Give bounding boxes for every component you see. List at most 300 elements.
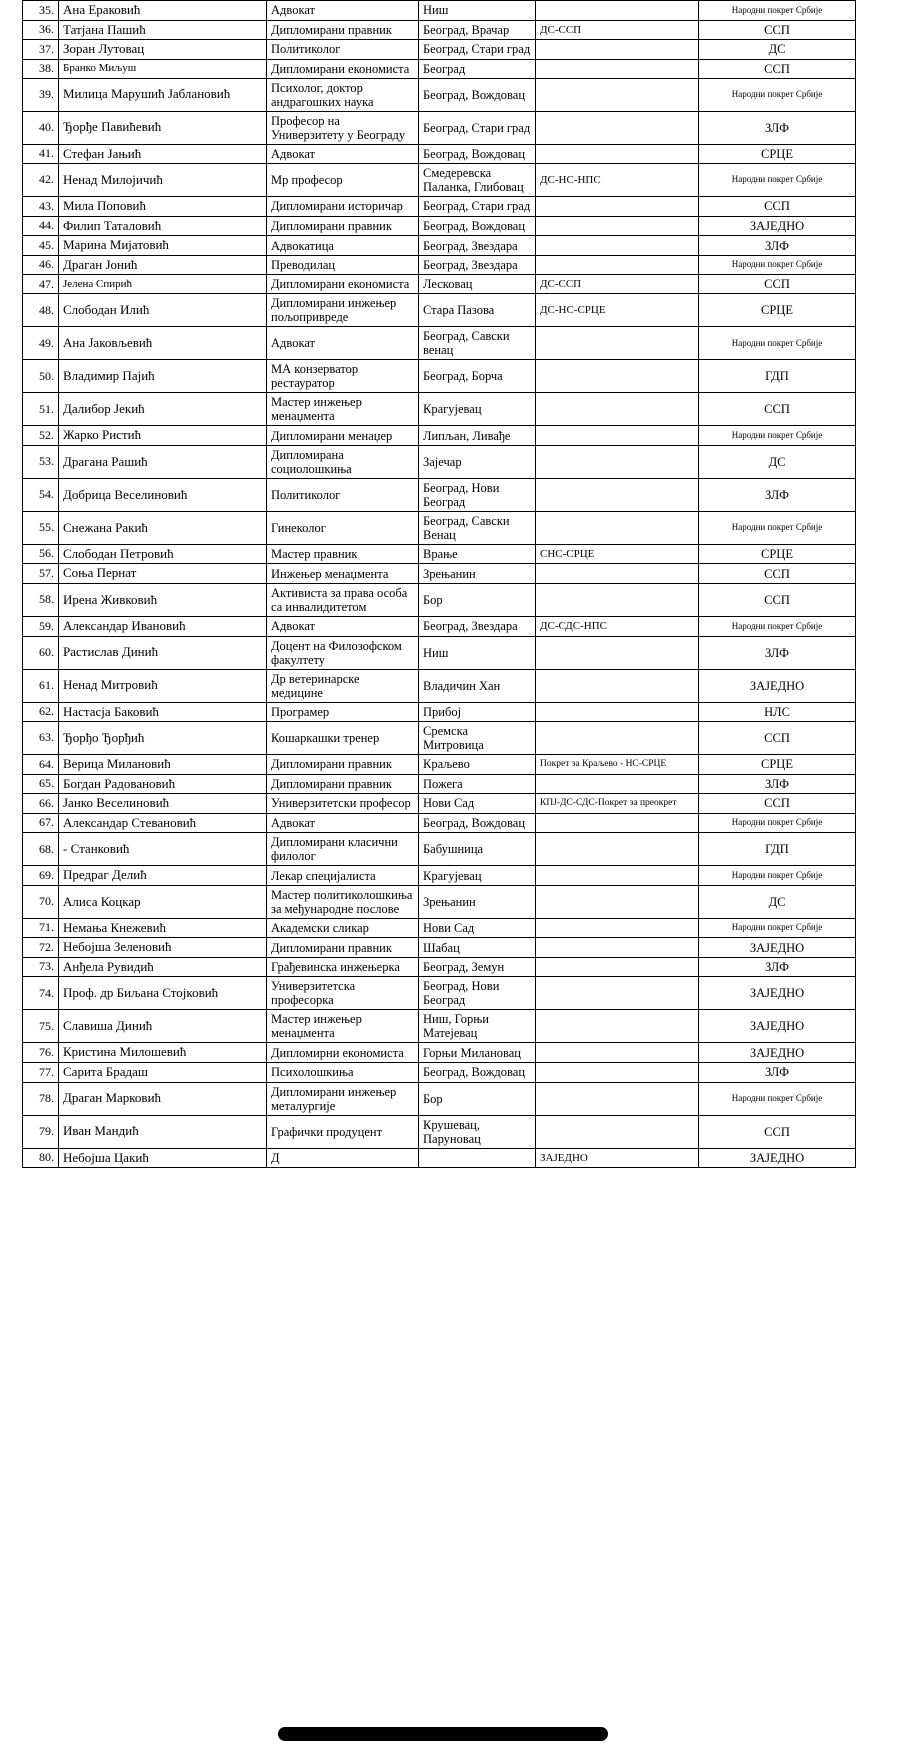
row-number: 76. xyxy=(23,1043,59,1063)
candidate-occupation: Доцент на Филозофском факултету xyxy=(267,636,419,669)
candidate-party: СРЦЕ xyxy=(699,755,856,775)
candidate-city xyxy=(419,1148,536,1168)
table-row xyxy=(23,957,856,977)
candidate-city: Београд, Звездара xyxy=(419,255,536,275)
candidate-party: Народни покрет Србије xyxy=(699,866,856,886)
row-number: 66. xyxy=(23,794,59,814)
table-row xyxy=(23,255,856,275)
candidate-name: Ненад Митровић xyxy=(59,669,267,702)
candidate-occupation: Графички продуцент xyxy=(267,1115,419,1148)
row-number: 52. xyxy=(23,426,59,446)
candidate-name: Кристина Милошевић xyxy=(59,1043,267,1063)
table-row xyxy=(23,478,856,511)
candidate-occupation: Дипломирни економиста xyxy=(267,1043,419,1063)
candidate-city: Београд, Вождовац xyxy=(419,216,536,236)
candidate-list-table xyxy=(22,0,856,1168)
table-row xyxy=(23,360,856,393)
candidate-occupation: Академски сликар xyxy=(267,918,419,938)
row-number: 51. xyxy=(23,393,59,426)
candidate-coalition xyxy=(536,833,699,866)
candidate-party: ЗЛФ xyxy=(699,236,856,256)
table-row xyxy=(23,40,856,60)
candidate-coalition: Покрет за Краљево - НС-СРЦЕ xyxy=(536,755,699,775)
candidate-party: Народни покрет Србије xyxy=(699,813,856,833)
candidate-party: ССП xyxy=(699,584,856,617)
candidate-occupation: Адвокатица xyxy=(267,236,419,256)
candidate-party: ЗАЈЕДНО xyxy=(699,977,856,1010)
candidate-occupation: Активиста за права особа са инвалидитетом xyxy=(267,584,419,617)
candidate-city: Пожега xyxy=(419,774,536,794)
row-number: 61. xyxy=(23,669,59,702)
candidate-city: Београд, Врачар xyxy=(419,20,536,40)
candidate-occupation: Дипломирани правник xyxy=(267,216,419,236)
candidate-coalition xyxy=(536,393,699,426)
candidate-name: Слободан Илић xyxy=(59,294,267,327)
candidate-name: Иван Мандић xyxy=(59,1115,267,1148)
row-number: 46. xyxy=(23,255,59,275)
candidate-occupation: Дипломирани инжењер пољопривреде xyxy=(267,294,419,327)
row-number: 72. xyxy=(23,938,59,958)
candidate-name: Зоран Лутовац xyxy=(59,40,267,60)
candidate-city: Бабушница xyxy=(419,833,536,866)
candidate-occupation: Адвокат xyxy=(267,1,419,21)
candidate-party: ЗАЈЕДНО xyxy=(699,938,856,958)
candidate-city: Београд, Борча xyxy=(419,360,536,393)
candidate-name: - Станковић xyxy=(59,833,267,866)
candidate-name: Владимир Пајић xyxy=(59,360,267,393)
candidate-city: Смедеревска Паланка, Глибовац xyxy=(419,164,536,197)
candidate-name: Сарита Брадаш xyxy=(59,1063,267,1083)
candidate-party: НЛС xyxy=(699,702,856,722)
candidate-coalition xyxy=(536,236,699,256)
candidate-coalition xyxy=(536,774,699,794)
table-row xyxy=(23,564,856,584)
table-row xyxy=(23,813,856,833)
candidate-city: Београд, Савски Венац xyxy=(419,511,536,544)
candidate-name: Немања Кнежевић xyxy=(59,918,267,938)
table-row xyxy=(23,236,856,256)
candidate-coalition xyxy=(536,1115,699,1148)
candidate-party: ДС xyxy=(699,885,856,918)
candidate-coalition xyxy=(536,1010,699,1043)
candidate-city: Сремска Митровица xyxy=(419,722,536,755)
row-number: 57. xyxy=(23,564,59,584)
candidate-coalition xyxy=(536,813,699,833)
row-number: 41. xyxy=(23,144,59,164)
candidate-city: Краљево xyxy=(419,755,536,775)
row-number: 35. xyxy=(23,1,59,21)
candidate-party: Народни покрет Србије xyxy=(699,511,856,544)
candidate-name: Алиса Коцкар xyxy=(59,885,267,918)
candidate-party: ЗАЈЕДНО xyxy=(699,1148,856,1168)
candidate-coalition xyxy=(536,216,699,236)
candidate-coalition xyxy=(536,197,699,217)
table-row xyxy=(23,445,856,478)
candidate-city: Београд, Нови Београд xyxy=(419,977,536,1010)
candidate-coalition xyxy=(536,722,699,755)
table-row xyxy=(23,794,856,814)
candidate-party: ЗАЈЕДНО xyxy=(699,216,856,236)
candidate-coalition xyxy=(536,1,699,21)
candidate-name: Стефан Јањић xyxy=(59,144,267,164)
candidate-name: Драган Јонић xyxy=(59,255,267,275)
row-number: 54. xyxy=(23,478,59,511)
table-row xyxy=(23,216,856,236)
candidate-coalition: ДС-ССП xyxy=(536,275,699,294)
candidate-party: ССП xyxy=(699,20,856,40)
table-row xyxy=(23,617,856,637)
candidate-name: Мила Поповић xyxy=(59,197,267,217)
candidate-occupation: Мастер инжењер менаџмента xyxy=(267,1010,419,1043)
candidate-occupation: Кошаркашки тренер xyxy=(267,722,419,755)
candidate-coalition xyxy=(536,584,699,617)
candidate-city: Шабац xyxy=(419,938,536,958)
candidate-party: ЗЛФ xyxy=(699,774,856,794)
candidate-city: Нови Сад xyxy=(419,918,536,938)
row-number: 68. xyxy=(23,833,59,866)
row-number: 62. xyxy=(23,702,59,722)
candidate-party: ЗАЈЕДНО xyxy=(699,669,856,702)
candidate-coalition xyxy=(536,957,699,977)
candidate-party: ЗАЈЕДНО xyxy=(699,1010,856,1043)
candidate-occupation: Адвокат xyxy=(267,813,419,833)
table-row xyxy=(23,977,856,1010)
candidate-coalition xyxy=(536,1043,699,1063)
candidate-coalition: ЗАЈЕДНО xyxy=(536,1148,699,1168)
table-row xyxy=(23,722,856,755)
candidate-party: ССП xyxy=(699,275,856,294)
candidate-coalition xyxy=(536,255,699,275)
candidate-party: ЗЛФ xyxy=(699,1063,856,1083)
candidate-coalition xyxy=(536,702,699,722)
candidate-name: Ирена Живковић xyxy=(59,584,267,617)
candidate-coalition xyxy=(536,327,699,360)
candidate-occupation: Политиколог xyxy=(267,40,419,60)
table-row xyxy=(23,144,856,164)
candidate-occupation: МА конзерватор рестауратор xyxy=(267,360,419,393)
candidate-city: Београд, Вождовац xyxy=(419,144,536,164)
candidate-party: ССП xyxy=(699,564,856,584)
candidate-occupation: Психолог, доктор андрагошких наука xyxy=(267,78,419,111)
candidate-party: СРЦЕ xyxy=(699,294,856,327)
candidate-party: ССП xyxy=(699,1115,856,1148)
candidate-coalition xyxy=(536,977,699,1010)
candidate-name: Филип Таталовић xyxy=(59,216,267,236)
candidate-city: Зајечар xyxy=(419,445,536,478)
candidate-city: Крагујевац xyxy=(419,866,536,886)
row-number: 59. xyxy=(23,617,59,637)
table-row xyxy=(23,1115,856,1148)
candidate-occupation: Професор на Универзитету у Београду xyxy=(267,111,419,144)
table-row xyxy=(23,636,856,669)
candidate-occupation: Дипломирани инжењер металургије xyxy=(267,1082,419,1115)
candidate-party: Народни покрет Србије xyxy=(699,78,856,111)
candidate-occupation: Дипломирани правник xyxy=(267,774,419,794)
candidate-occupation: Програмер xyxy=(267,702,419,722)
candidate-party: Народни покрет Србије xyxy=(699,1082,856,1115)
candidate-coalition: ДС-СДС-НПС xyxy=(536,617,699,637)
row-number: 78. xyxy=(23,1082,59,1115)
candidate-city: Прибој xyxy=(419,702,536,722)
candidate-name: Растислав Динић xyxy=(59,636,267,669)
row-number: 48. xyxy=(23,294,59,327)
candidate-coalition: ДС-ССП xyxy=(536,20,699,40)
candidate-coalition xyxy=(536,511,699,544)
candidate-party: Народни покрет Србије xyxy=(699,918,856,938)
candidate-occupation: Мастер правник xyxy=(267,544,419,564)
candidate-occupation: Др ветеринарске медицине xyxy=(267,669,419,702)
table-row xyxy=(23,327,856,360)
candidate-city: Београд, Вождовац xyxy=(419,1063,536,1083)
table-row xyxy=(23,393,856,426)
row-number: 80. xyxy=(23,1148,59,1168)
candidate-party: Народни покрет Србије xyxy=(699,255,856,275)
candidate-city: Београд, Звездара xyxy=(419,617,536,637)
candidate-city: Бор xyxy=(419,1082,536,1115)
row-number: 37. xyxy=(23,40,59,60)
candidate-occupation: Грађевинска инжењерка xyxy=(267,957,419,977)
candidate-coalition xyxy=(536,111,699,144)
candidate-city: Ниш xyxy=(419,1,536,21)
table-row xyxy=(23,938,856,958)
candidate-occupation: Психолошкиња xyxy=(267,1063,419,1083)
candidate-party: ЗЛФ xyxy=(699,478,856,511)
row-number: 69. xyxy=(23,866,59,886)
candidate-occupation: Мастер инжењер менаџмента xyxy=(267,393,419,426)
candidate-name: Ђорђе Павићевић xyxy=(59,111,267,144)
candidate-occupation: Универзитетски професор xyxy=(267,794,419,814)
candidate-occupation: Лекар специјалиста xyxy=(267,866,419,886)
candidate-party: Народни покрет Србије xyxy=(699,426,856,446)
candidate-party: ДС xyxy=(699,445,856,478)
candidate-name: Драган Марковић xyxy=(59,1082,267,1115)
table-row xyxy=(23,111,856,144)
candidate-coalition xyxy=(536,1082,699,1115)
candidate-city: Београд, Звездара xyxy=(419,236,536,256)
row-number: 58. xyxy=(23,584,59,617)
table-row xyxy=(23,1043,856,1063)
row-number: 55. xyxy=(23,511,59,544)
candidate-city: Лесковац xyxy=(419,275,536,294)
candidate-party: ССП xyxy=(699,393,856,426)
candidate-occupation: Политиколог xyxy=(267,478,419,511)
candidate-party: Народни покрет Србије xyxy=(699,617,856,637)
candidate-name: Славиша Динић xyxy=(59,1010,267,1043)
candidate-occupation: Мр професор xyxy=(267,164,419,197)
candidate-city: Крагујевац xyxy=(419,393,536,426)
row-number: 79. xyxy=(23,1115,59,1148)
table-row xyxy=(23,669,856,702)
candidate-party: Народни покрет Србије xyxy=(699,164,856,197)
candidate-city: Београд, Стари град xyxy=(419,40,536,60)
candidate-city: Горњи Милановац xyxy=(419,1043,536,1063)
candidate-party: ССП xyxy=(699,197,856,217)
table-row xyxy=(23,197,856,217)
candidate-occupation: Дипломирани правник xyxy=(267,20,419,40)
candidate-name: Ђорђо Ђорђић xyxy=(59,722,267,755)
candidate-coalition: ДС-НС-НПС xyxy=(536,164,699,197)
candidate-city: Београд, Вождовац xyxy=(419,813,536,833)
row-number: 49. xyxy=(23,327,59,360)
candidate-city: Ниш xyxy=(419,636,536,669)
candidate-name: Проф. др Биљана Стојковић xyxy=(59,977,267,1010)
candidate-city: Зрењанин xyxy=(419,564,536,584)
candidate-name: Добрица Веселиновић xyxy=(59,478,267,511)
candidate-occupation: Адвокат xyxy=(267,327,419,360)
candidate-coalition xyxy=(536,938,699,958)
candidate-coalition xyxy=(536,636,699,669)
table-row xyxy=(23,78,856,111)
candidate-party: ССП xyxy=(699,59,856,78)
table-row xyxy=(23,866,856,886)
candidate-coalition xyxy=(536,564,699,584)
candidate-party: ЗЛФ xyxy=(699,111,856,144)
candidate-city: Београд, Нови Београд xyxy=(419,478,536,511)
row-number: 71. xyxy=(23,918,59,938)
row-number: 67. xyxy=(23,813,59,833)
candidate-coalition xyxy=(536,426,699,446)
row-number: 50. xyxy=(23,360,59,393)
candidate-coalition xyxy=(536,144,699,164)
row-number: 47. xyxy=(23,275,59,294)
row-number: 65. xyxy=(23,774,59,794)
candidate-name: Богдан Радовановић xyxy=(59,774,267,794)
candidate-occupation: Дипломирани економиста xyxy=(267,275,419,294)
row-number: 60. xyxy=(23,636,59,669)
candidate-party: ЗЛФ xyxy=(699,636,856,669)
candidate-name: Јанко Веселиновић xyxy=(59,794,267,814)
row-number: 77. xyxy=(23,1063,59,1083)
candidate-city: Београд, Земун xyxy=(419,957,536,977)
candidate-party: ДС xyxy=(699,40,856,60)
table-row xyxy=(23,833,856,866)
candidate-occupation: Дипломирана социолошкиња xyxy=(267,445,419,478)
candidate-name: Александар Ивановић xyxy=(59,617,267,637)
row-number: 38. xyxy=(23,59,59,78)
candidate-city: Владичин Хан xyxy=(419,669,536,702)
row-number: 36. xyxy=(23,20,59,40)
candidate-occupation: Дипломирани класични филолог xyxy=(267,833,419,866)
candidate-city: Београд xyxy=(419,59,536,78)
candidate-occupation: Инжењер менаџмента xyxy=(267,564,419,584)
candidate-name: Татјана Пашић xyxy=(59,20,267,40)
row-number: 45. xyxy=(23,236,59,256)
candidate-coalition xyxy=(536,78,699,111)
candidate-coalition: ДС-НС-СРЦЕ xyxy=(536,294,699,327)
table-row xyxy=(23,1,856,21)
row-number: 42. xyxy=(23,164,59,197)
candidate-name: Предраг Делић xyxy=(59,866,267,886)
row-number: 56. xyxy=(23,544,59,564)
table-row xyxy=(23,584,856,617)
candidate-name: Небојша Зеленовић xyxy=(59,938,267,958)
candidate-city: Београд, Стари град xyxy=(419,111,536,144)
candidate-party: Народни покрет Србије xyxy=(699,327,856,360)
candidate-name: Жарко Ристић xyxy=(59,426,267,446)
row-number: 44. xyxy=(23,216,59,236)
candidate-coalition xyxy=(536,866,699,886)
candidate-name: Настасја Баковић xyxy=(59,702,267,722)
candidate-party: СРЦЕ xyxy=(699,544,856,564)
candidate-coalition xyxy=(536,1063,699,1083)
candidate-party: Народни покрет Србије xyxy=(699,1,856,21)
candidate-occupation: Дипломирани правник xyxy=(267,755,419,775)
table-row xyxy=(23,918,856,938)
table-row xyxy=(23,275,856,294)
candidate-occupation: Д xyxy=(267,1148,419,1168)
candidate-party: ГДП xyxy=(699,360,856,393)
table-row xyxy=(23,426,856,446)
table-row xyxy=(23,511,856,544)
candidate-name: Јелена Спирић xyxy=(59,275,267,294)
table-row xyxy=(23,20,856,40)
row-number: 40. xyxy=(23,111,59,144)
candidate-name: Драгана Рашић xyxy=(59,445,267,478)
row-number: 53. xyxy=(23,445,59,478)
candidate-city: Београд, Вождовац xyxy=(419,78,536,111)
table-row xyxy=(23,294,856,327)
candidate-occupation: Мастер политиколошкиња за међународне послове xyxy=(267,885,419,918)
candidate-name: Ана Јаковљевић xyxy=(59,327,267,360)
table-row xyxy=(23,544,856,564)
candidate-city: Стара Пазова xyxy=(419,294,536,327)
candidate-name: Далибор Јекић xyxy=(59,393,267,426)
row-number: 75. xyxy=(23,1010,59,1043)
table-row xyxy=(23,1063,856,1083)
candidate-occupation: Адвокат xyxy=(267,617,419,637)
row-number: 74. xyxy=(23,977,59,1010)
candidate-coalition xyxy=(536,40,699,60)
candidate-occupation: Дипломирани правник xyxy=(267,938,419,958)
candidate-city: Врање xyxy=(419,544,536,564)
candidate-name: Марина Мијатовић xyxy=(59,236,267,256)
candidate-name: Бранко Миљуш xyxy=(59,59,267,78)
row-number: 63. xyxy=(23,722,59,755)
page-right-margin xyxy=(884,0,900,1747)
candidate-city: Зрењанин xyxy=(419,885,536,918)
candidate-occupation: Универзитетска професорка xyxy=(267,977,419,1010)
candidate-name: Ана Ераковић xyxy=(59,1,267,21)
table-row xyxy=(23,702,856,722)
table-row xyxy=(23,774,856,794)
candidate-city: Бор xyxy=(419,584,536,617)
candidate-coalition xyxy=(536,360,699,393)
candidate-city: Београд, Стари град xyxy=(419,197,536,217)
candidate-occupation: Дипломирани економиста xyxy=(267,59,419,78)
candidate-city: Ниш, Горњи Матејевац xyxy=(419,1010,536,1043)
candidate-coalition xyxy=(536,478,699,511)
candidate-name: Александар Стевановић xyxy=(59,813,267,833)
candidate-coalition xyxy=(536,59,699,78)
table-row xyxy=(23,59,856,78)
candidate-city: Липљан, Ливађе xyxy=(419,426,536,446)
row-number: 43. xyxy=(23,197,59,217)
candidate-coalition xyxy=(536,669,699,702)
candidate-occupation: Преводилац xyxy=(267,255,419,275)
candidate-party: ЗАЈЕДНО xyxy=(699,1043,856,1063)
candidate-name: Анђела Рувидић xyxy=(59,957,267,977)
table-row xyxy=(23,755,856,775)
candidate-city: Нови Сад xyxy=(419,794,536,814)
candidate-party: ССП xyxy=(699,794,856,814)
row-number: 70. xyxy=(23,885,59,918)
candidate-occupation: Гинеколог xyxy=(267,511,419,544)
candidate-city: Крушевац, Паруновац xyxy=(419,1115,536,1148)
row-number: 73. xyxy=(23,957,59,977)
row-number: 39. xyxy=(23,78,59,111)
candidate-name: Снежана Ракић xyxy=(59,511,267,544)
candidate-occupation: Адвокат xyxy=(267,144,419,164)
